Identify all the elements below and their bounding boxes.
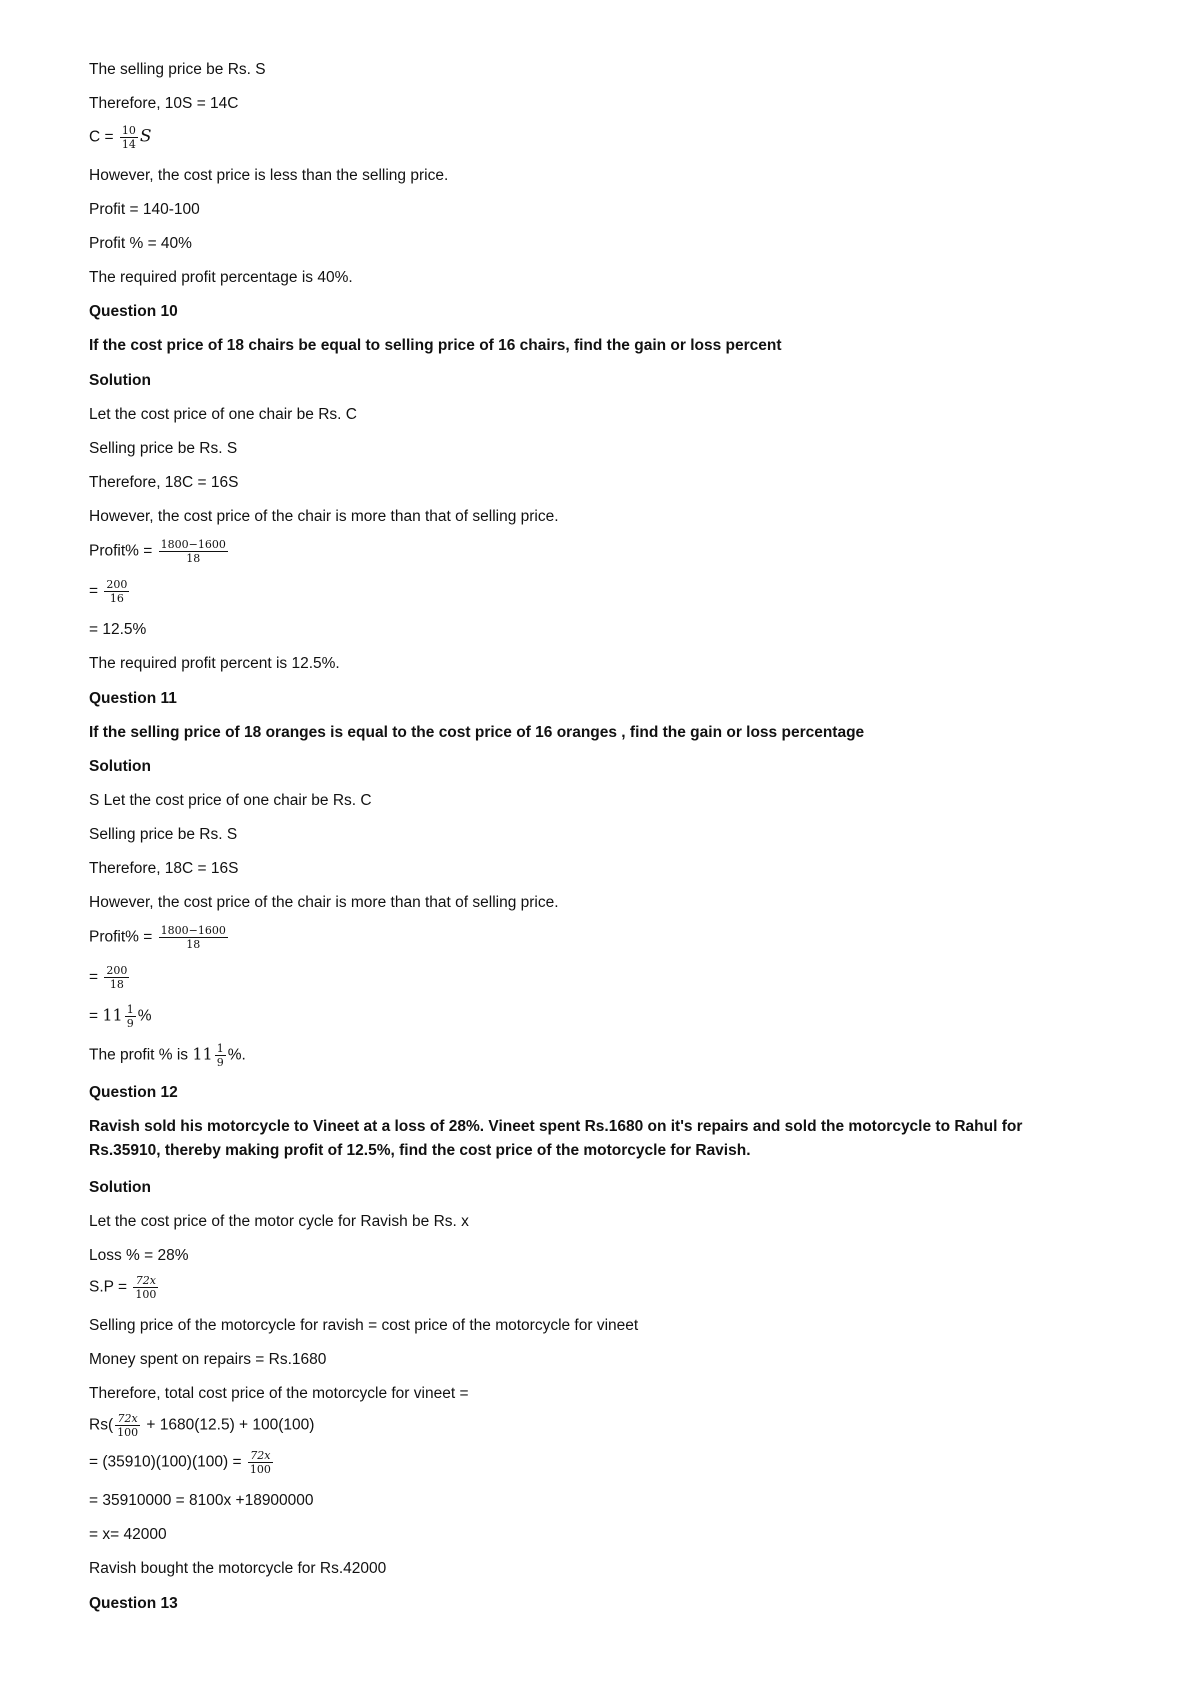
equation-line xyxy=(89,1274,160,1301)
fraction xyxy=(159,538,228,565)
text-line: Therefore, 18C = 16S xyxy=(89,860,239,877)
equation-prefix: Rs( xyxy=(89,1416,114,1434)
text-line: The selling price be Rs. S xyxy=(89,61,266,78)
equation-line xyxy=(89,924,230,951)
equation-line xyxy=(89,578,131,605)
question-text: Ravish sold his motorcycle to Vineet at a loss of 28%. Vineet spent Rs.1680 on it's repairs and sold the motorcycle to Rahul for Rs.35910, thereby making profit of 12.5%, find the cost price of the motorcycle for Ravish. xyxy=(89,1118,1023,1159)
equation-prefix: Profit% = xyxy=(89,542,157,560)
text-line: Loss % = 28% xyxy=(89,1247,189,1264)
fraction-denominator: 100 xyxy=(249,1463,271,1476)
fraction-denominator: 100 xyxy=(117,1426,139,1439)
mixed-number-whole: 11 xyxy=(102,1005,123,1025)
equation-prefix: = xyxy=(89,968,103,986)
fraction-denominator: 16 xyxy=(109,592,124,605)
question-heading: Question 10 xyxy=(89,303,178,320)
fraction-numerator: 10 xyxy=(121,124,136,137)
text-line: Therefore, 10S = 14C xyxy=(89,95,239,112)
fraction-numerator: 1 xyxy=(126,1003,134,1016)
fraction xyxy=(120,124,138,151)
text-line: Let the cost price of one chair be Rs. C xyxy=(89,406,357,423)
equation-prefix: The profit % is xyxy=(89,1046,193,1064)
solution-heading: Solution xyxy=(89,1179,151,1196)
text-line: However, the cost price is less than the selling price. xyxy=(89,167,449,184)
text-line: Selling price be Rs. S xyxy=(89,826,238,843)
text-line: S Let the cost price of one chair be Rs. C xyxy=(89,792,372,809)
text-line: The required profit percent is 12.5%. xyxy=(89,655,340,672)
fraction xyxy=(125,1003,136,1030)
text-line: Ravish bought the motorcycle for Rs.42000 xyxy=(89,1560,387,1577)
equation-prefix: = xyxy=(89,582,103,600)
text-line: Therefore, total cost price of the motorcycle for vineet = xyxy=(89,1385,469,1402)
solution-heading: Solution xyxy=(89,758,151,775)
text-line: Profit = 140-100 xyxy=(89,201,200,218)
variable: S xyxy=(139,126,152,147)
equation-suffix: %. xyxy=(227,1046,246,1064)
fraction-numerator: 72x xyxy=(115,1412,140,1426)
text-line: Money spent on repairs = Rs.1680 xyxy=(89,1351,327,1368)
equation-line xyxy=(89,1412,314,1439)
fraction xyxy=(159,924,228,951)
text-line: = x= 42000 xyxy=(89,1526,167,1543)
equation-prefix: S.P = xyxy=(89,1278,132,1296)
fraction-denominator: 9 xyxy=(216,1056,224,1069)
mixed-number-whole: 11 xyxy=(192,1044,213,1064)
fraction xyxy=(115,1412,140,1439)
equation-line xyxy=(89,1042,246,1069)
solution-heading: Solution xyxy=(89,372,151,389)
fraction-denominator: 100 xyxy=(135,1288,157,1301)
equation-prefix: = (35910)(100)(100) = xyxy=(89,1453,246,1471)
fraction-numerator: 200 xyxy=(106,578,128,591)
fraction-denominator: 18 xyxy=(186,552,201,565)
equation-line xyxy=(89,538,230,565)
equation-prefix: C = xyxy=(89,128,118,146)
equation-line xyxy=(89,124,152,151)
equation-suffix: + 1680(12.5) + 100(100) xyxy=(142,1416,315,1434)
question-text: If the cost price of 18 chairs be equal to selling price of 16 chairs, find the gain or loss percent xyxy=(89,337,782,354)
fraction-denominator: 18 xyxy=(186,938,201,951)
text-line: Selling price be Rs. S xyxy=(89,440,238,457)
fraction-numerator: 1800−1600 xyxy=(160,538,226,551)
question-text: If the selling price of 18 oranges is equal to the cost price of 16 oranges , find the gain or loss percentage xyxy=(89,724,865,741)
fraction-numerator: 72x xyxy=(248,1449,273,1463)
equation-suffix: % xyxy=(137,1007,152,1025)
fraction-numerator: 72x xyxy=(133,1274,158,1288)
fraction-denominator: 14 xyxy=(121,138,136,151)
fraction xyxy=(248,1449,273,1476)
equation-prefix: = xyxy=(89,1007,103,1025)
equation-line xyxy=(89,964,131,991)
text-line: Profit % = 40% xyxy=(89,235,192,252)
text-line: Let the cost price of the motor cycle for Ravish be Rs. x xyxy=(89,1213,469,1230)
fraction-numerator: 1800−1600 xyxy=(160,924,226,937)
question-heading: Question 12 xyxy=(89,1084,178,1101)
fraction xyxy=(215,1042,226,1069)
equation-prefix: Profit% = xyxy=(89,928,157,946)
text-line: The required profit percentage is 40%. xyxy=(89,269,353,286)
question-heading: Question 13 xyxy=(89,1595,178,1612)
fraction xyxy=(104,964,129,991)
fraction-numerator: 1 xyxy=(216,1042,224,1055)
equation-line xyxy=(89,1449,275,1476)
fraction-numerator: 200 xyxy=(106,964,128,977)
text-line: However, the cost price of the chair is more than that of selling price. xyxy=(89,508,559,525)
fraction-denominator: 9 xyxy=(126,1017,134,1030)
text-line: Selling price of the motorcycle for ravish = cost price of the motorcycle for vineet xyxy=(89,1317,639,1334)
question-heading: Question 11 xyxy=(89,690,177,707)
text-line: = 12.5% xyxy=(89,621,147,638)
fraction xyxy=(104,578,129,605)
fraction-denominator: 18 xyxy=(109,978,124,991)
text-line: = 35910000 = 8100x +18900000 xyxy=(89,1492,314,1509)
text-line: However, the cost price of the chair is more than that of selling price. xyxy=(89,894,559,911)
text-line: Therefore, 18C = 16S xyxy=(89,474,239,491)
equation-line xyxy=(89,1003,152,1030)
fraction xyxy=(133,1274,158,1301)
